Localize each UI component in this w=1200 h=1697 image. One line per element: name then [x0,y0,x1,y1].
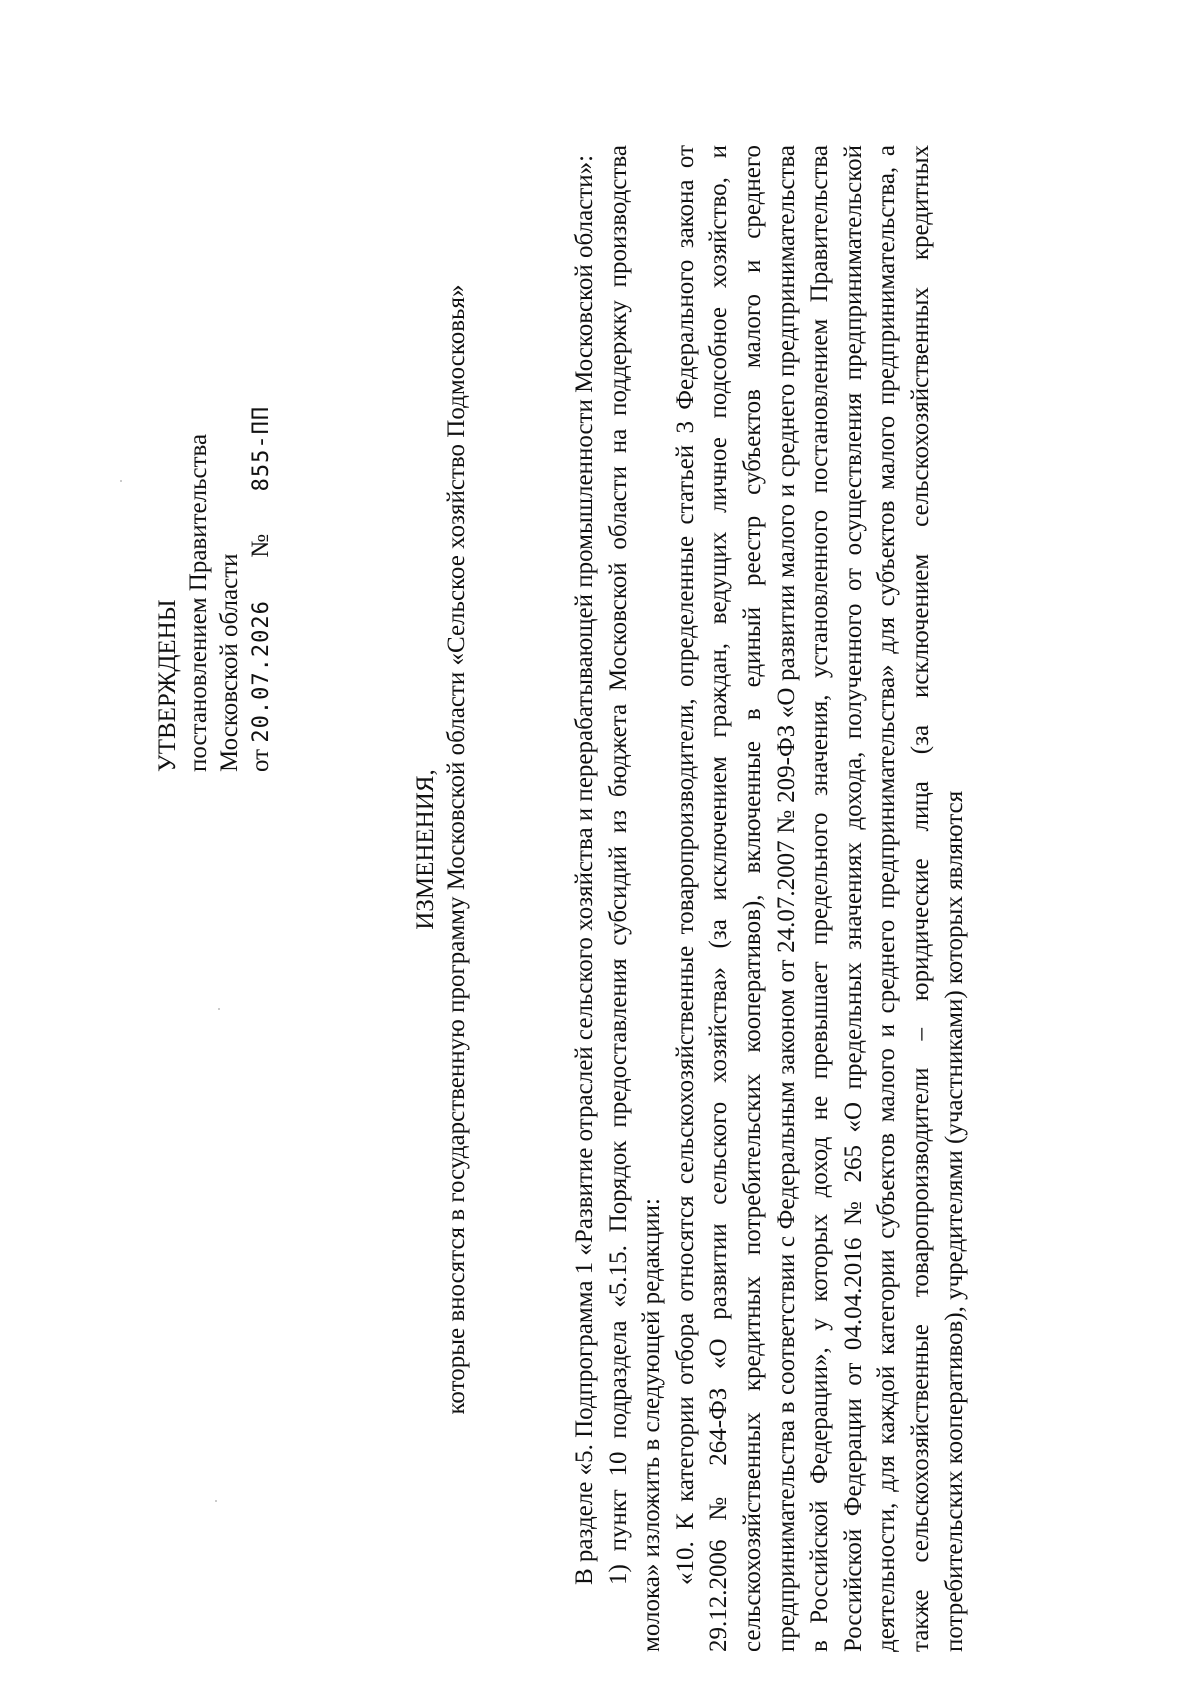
approved-heading: УТВЕРЖДЕНЫ [154,599,181,772]
approval-stamp [152,406,277,772]
document-body [568,145,971,1652]
document-title [410,152,472,1547]
resolution-date: 20.07.2026 [249,600,274,743]
from-label: от [247,748,274,772]
title-subheading: которые вносятся в государственную программу Московской области «Сельское хозяйство Подмосковья» [443,284,470,1415]
resolution-number: 855-ПП [249,405,274,492]
scan-speck [120,480,122,482]
region-line: Московской области [216,553,243,772]
title-heading: ИЗМЕНЕНИЯ, [412,769,439,930]
approved-by-line: постановлением Правительства [185,433,212,772]
body-paragraph: «10. К категории отбора относятся сельскохозяйственные товаропроизводители, определенные статьей 3 Федерального закона от 29.12.2006 № 264-ФЗ «О развитии сельского хозяйства» (за исключением граждан, ведущих личное подсобное хозяйство, и сельскохозяйственных кредитных потребительских кооперативов), включенные в единый реестр субъектов малого и среднего предпринимательства в соответствии с Федеральным законом от 24.07.2007 № 209-ФЗ «О развитии малого и среднего предпринимательства в Российской Федерации», у которых доход не превышает предельного значения, установленного постановлением Правительства Российской Федерации от 04.04.2016 № 265 «О предельных значениях дохода, полученного от осуществления предпринимательской деятельности, для каждой категории субъектов малого и среднего предпринимательства» для субъектов малого предпринимательства, а также сельскохозяйственные товаропроизводители – юридические лица (за исключением сельскохозяйственных кредитных потребительских кооперативов), учредителями (участниками) которых являются [671,145,968,1652]
number-sign: № [247,533,274,558]
scan-speck [218,1008,220,1010]
scan-speck [215,1500,217,1502]
body-paragraph: 1) пункт 10 подраздела «5.15. Порядок предоставления субсидий из бюджета Московской области на поддержку производства молока» изложить в следующей редакции: [604,145,666,1652]
body-paragraph: В разделе «5. Подпрограмма 1 «Развитие отраслей сельского хозяйства и перерабатывающей промышленности Московской области»: [571,154,598,1585]
date-number-line [245,406,277,772]
